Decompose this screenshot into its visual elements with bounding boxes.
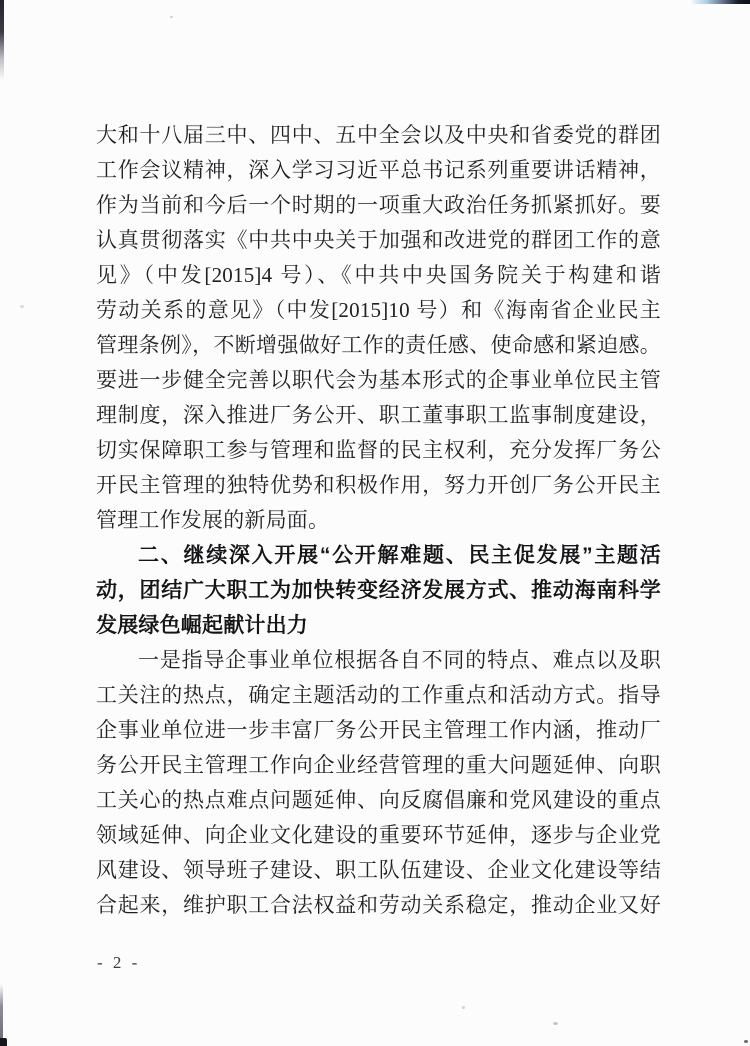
text-line: 工作会议精神，深入学习习近平总书记系列重要讲话精神， [96,158,661,182]
text-line: 切实保障职工参与管理和监督的民主权利，充分发挥厂务公 [96,438,661,462]
scan-speck [20,305,24,308]
text-line: 劳动关系的意见》（中发[2015]10 号）和《海南省企业民主 [96,298,661,322]
text-line: 要进一步健全完善以职代会为基本形式的企事业单位民主管 [96,368,661,392]
scan-speck [170,16,173,18]
text-line: 领域延伸、向企业文化建设的重要环节延伸，逐步与企业党 [96,823,661,847]
text-line: 一是指导企事业单位根据各自不同的特点、难点以及职 [138,648,661,672]
text-line: 合起来，维护职工合法权益和劳动关系稳定，推动企业又好 [96,893,661,917]
scan-mark-bottom-left [0,1038,7,1046]
text-line: 动，团结广大职工为加快转变经济发展方式、推动海南科学 [96,579,661,602]
text-line: 企事业单位进一步丰富厂务公开民主管理工作内涵，推动厂 [96,718,661,742]
scan-edge-left-top [0,0,4,80]
scan-speck [744,1040,748,1043]
text-line: 开民主管理的独特优势和积极作用，努力开创厂务公开民主 [96,473,661,497]
document-body [96,118,661,923]
scan-edge-left-bottom [0,984,3,1040]
text-line: 发展绿色崛起献计出力 [96,614,308,637]
text-line: 工关心的热点难点问题延伸、向反腐倡廉和党风建设的重点 [96,788,661,812]
scan-speck [462,1006,465,1009]
page-number: - 2 - [97,953,141,972]
text-line: 作为当前和今后一个时期的一项重大政治任务抓紧抓好。要 [96,193,661,217]
text-line: 管理工作发展的新局面。 [96,508,330,532]
text-line: 见》（中发[2015]4 号）、《中共中央国务院关于构建和谐 [96,263,661,287]
text-line: 工关注的热点，确定主题活动的工作重点和活动方式。指导 [96,683,661,707]
scan-speck [553,1022,558,1025]
text-line: 大和十八届三中、四中、五中全会以及中央和省委党的群团 [96,123,661,147]
text-line: 认真贯彻落实《中共中央关于加强和改进党的群团工作的意 [96,228,661,252]
text-line: 二、继续深入开展“公开解难题、民主促发展”主题活 [138,544,661,567]
scan-edge-top-right [692,0,750,4]
text-line: 理制度，深入推进厂务公开、职工董事职工监事制度建设， [96,403,661,427]
text-line: 风建设、领导班子建设、职工队伍建设、企业文化建设等结 [96,858,661,882]
text-line: 务公开民主管理工作向企业经营管理的重大问题延伸、向职 [96,753,661,777]
text-line: 管理条例》，不断增强做好工作的责任感、使命感和紧迫感。 [96,333,661,357]
